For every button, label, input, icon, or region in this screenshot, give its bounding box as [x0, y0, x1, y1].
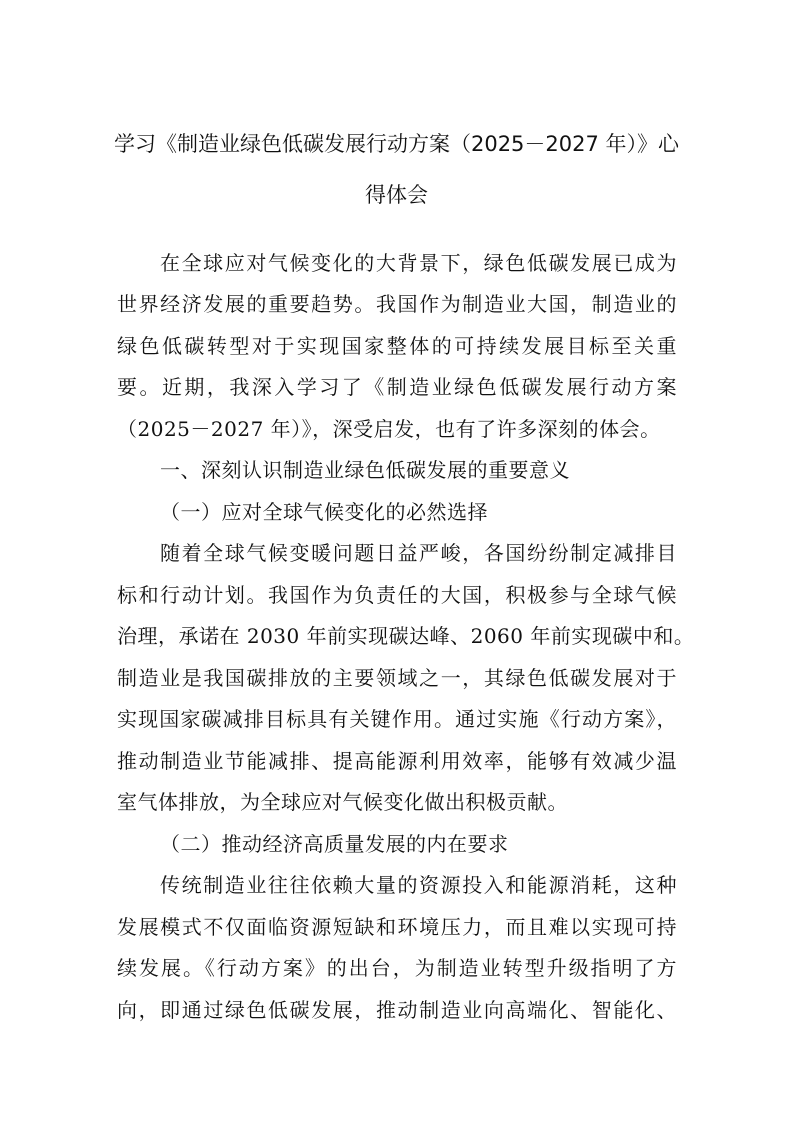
subsection-heading: （二）推动经济高质量发展的内在要求	[160, 832, 509, 856]
paragraph-line: 制造业是我国碳排放的主要领域之一，其绿色低碳发展对于	[117, 666, 677, 690]
paragraph-line: 推动制造业节能减排、提高能源利用效率，能够有效减少温	[117, 749, 677, 773]
document-title-line-1: 学习《制造业绿色低碳发展行动方案（2025－2027 年）》心	[113, 132, 680, 156]
paragraph-line: 在全球应对气候变化的大背景下，绿色低碳发展已成为	[160, 251, 677, 275]
section-heading: 一、深刻认识制造业绿色低碳发展的重要意义	[160, 458, 570, 482]
paragraph-line: （2025－2027 年）》，深受启发，也有了许多深刻的体会。	[117, 417, 661, 441]
paragraph-line: 随着全球气候变暖问题日益严峻，各国纷纷制定减排目	[160, 541, 677, 565]
document-title-line-2: 得体会	[365, 183, 428, 207]
paragraph-line: 发展模式不仅面临资源短缺和环境压力，而且难以实现可持	[117, 915, 677, 939]
subsection-heading: （一）应对全球气候变化的必然选择	[160, 500, 488, 524]
paragraph-line: 绿色低碳转型对于实现国家整体的可持续发展目标至关重	[117, 334, 677, 358]
paragraph-line: 标和行动计划。我国作为负责任的大国，积极参与全球气候	[117, 583, 677, 607]
paragraph-line: 世界经济发展的重要趋势。我国作为制造业大国，制造业的	[117, 292, 677, 316]
paragraph-line: 要。近期，我深入学习了《制造业绿色低碳发展行动方案	[117, 375, 677, 399]
paragraph-line: 续发展。《行动方案》的出台，为制造业转型升级指明了方	[117, 956, 677, 980]
paragraph-line: 传统制造业往往依赖大量的资源投入和能源消耗，这种	[160, 873, 677, 897]
paragraph-line: 向，即通过绿色低碳发展，推动制造业向高端化、智能化、	[117, 998, 677, 1022]
paragraph-line: 治理，承诺在 2030 年前实现碳达峰、2060 年前实现碳中和。	[117, 624, 695, 648]
paragraph-line: 室气体排放，为全球应对气候变化做出积极贡献。	[117, 790, 568, 814]
paragraph-line: 实现国家碳减排目标具有关键作用。通过实施《行动方案》，	[117, 707, 677, 731]
